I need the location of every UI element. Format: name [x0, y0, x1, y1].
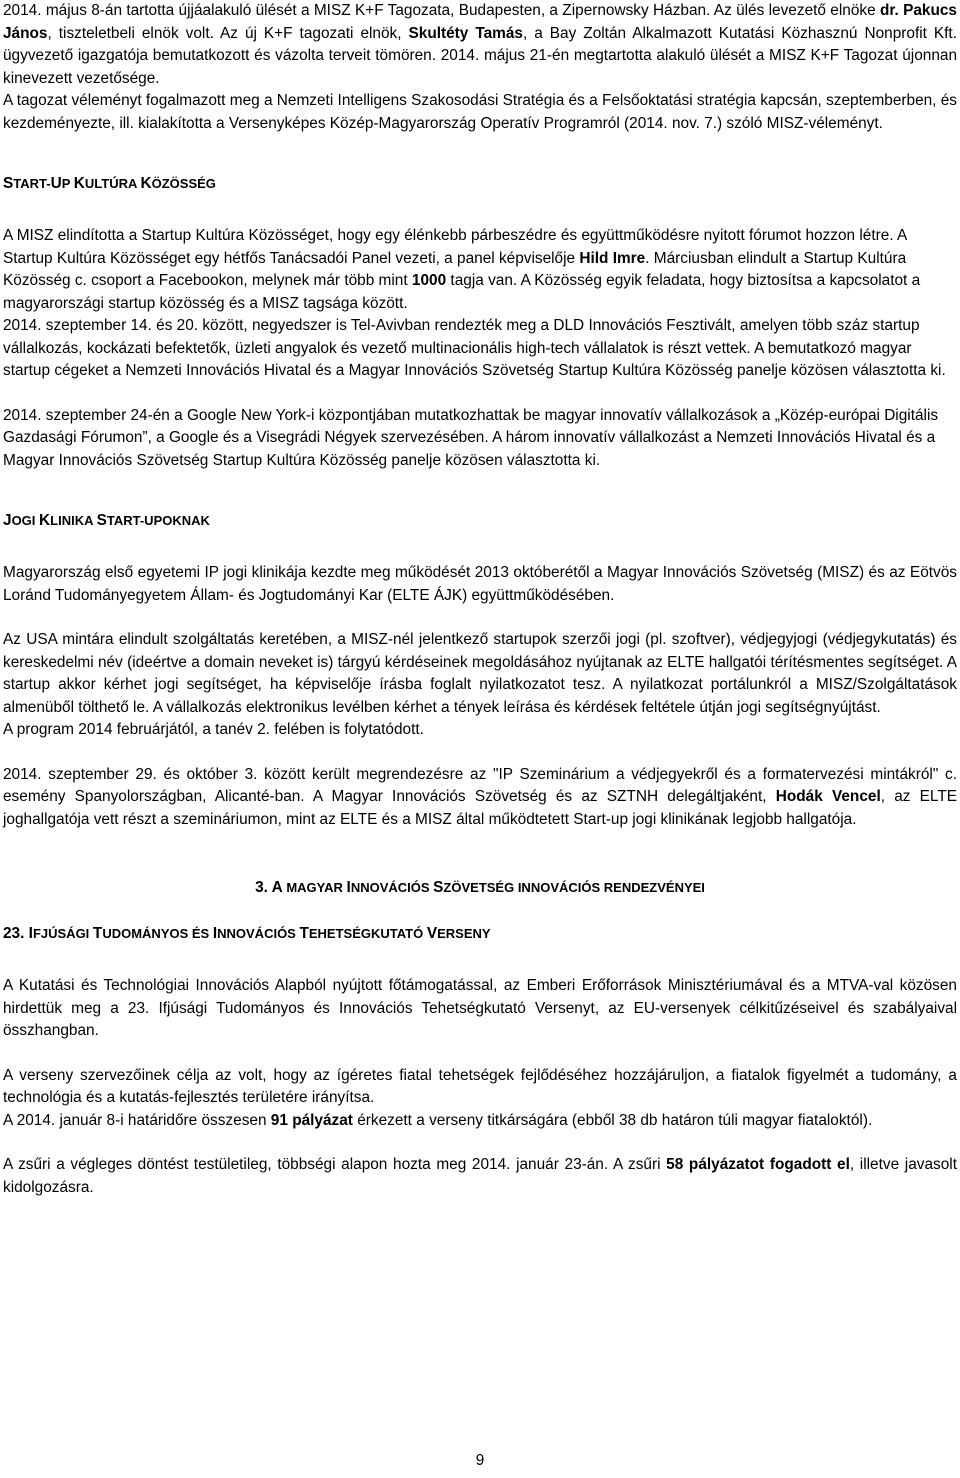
section-heading — [3, 173, 957, 195]
heading-capital: 3. A — [255, 879, 283, 896]
text-run: A verseny szervezőinek célja az volt, hogy az ígéretes fiatal tehetségek fejlődéséhez hozzájáruljon, a fiatalok figyelmét a tudomány, a technológia és a kutatás-fejlesztés területére irányítsa. — [3, 1066, 957, 1106]
text-run: A program 2014 februárjától, a tanév 2. felében is folytatódott. — [3, 721, 424, 738]
heading-capital: I — [212, 925, 218, 942]
section-heading — [3, 510, 957, 532]
paragraph — [3, 315, 957, 383]
text-run: érkezett a verseny titkárságára (ebből 38 db határon túli magyar fiataloktól). — [352, 1111, 873, 1129]
heading-capital: K — [73, 175, 85, 192]
text-run: . Márciusban elindult a Startup Kultúra Közösség c. csoport a Facebookon, melynek már több mint — [3, 249, 907, 289]
text-run: A 2014. január 8-i határidőre összesen — [3, 1111, 271, 1129]
heading-smallcaps: P — [61, 176, 74, 191]
paragraph — [3, 719, 957, 742]
text-run: , tiszteletbeli elnök volt. Az új K+F tagozati elnök, — [47, 24, 409, 42]
heading-smallcaps: ÖZÖSSÉG — [151, 176, 216, 191]
heading-smallcaps: LINIKA — [50, 513, 97, 528]
text-run: , az ELTE joghallgatója vett részt a szemináriumon, mint az ELTE és a MISZ által működtetett Start-up jogi klinikának legjobb hallgatója. — [3, 788, 957, 828]
heading-smallcaps: ERSENY — [437, 926, 491, 941]
text-run: 2014. szeptember 24-én a Google New York-i központjában mutatkozhattak be magyar innovatív vállalkozások a „Közép-európai Digitális Gazdasági Fórumon”, a Google és a Visegrádi Négyek szervezésében. A három innovatív vállalkozást a Nemzeti Innovációs Hivatal és a Magyar Innovációs Szövetség Startup Kultúra Közösség panelje közösen választotta ki. — [3, 406, 939, 469]
heading-capital: T — [299, 925, 309, 942]
text-run: , illetve javasolt kidolgozásra. — [3, 1156, 957, 1196]
section-heading — [3, 877, 957, 899]
heading-capital: J — [3, 512, 12, 529]
heading-smallcaps: EHETSÉGKUTATÓ — [308, 926, 427, 941]
text-run: Az USA mintára elindult szolgáltatás keretében, a MISZ-nél jelentkező startupok szerzői jogi (pl. szoftver), védjegyjogi (védjegykutatás) és kereskedelmi név (ideértve a domain neveket is) tárgyú kérdéseinek megoldásához nyújtanak az ELTE hallgatói térítésmentes segítséget. A startup akkor kérhet jogi segítséget, ha képviselője írásba foglalt nyilatkozatot tesz. A nyilatkozat portálunkról a MISZ/Szolgáltatások almenüből tölthető le. A vállalkozás elektronikus levélben kérhet a tények leírása és kérdések feltétele útján jogi segítségnyújtást. — [3, 631, 957, 716]
text-run: A tagozat véleményt fogalmazott meg a Nemzeti Intelligens Szakosodási Stratégia és a Felsőoktatási stratégia kapcsán, szeptemberben, és kezdeményezte, ill. kialakította a Versenyképes Közép-Magyarország Operatív Programról (2014. nov. 7.) szóló MISZ-véleményt. — [3, 92, 957, 132]
heading-smallcaps: OGI — [11, 513, 40, 528]
bold-text: 91 pályázat — [270, 1111, 353, 1129]
heading-smallcaps: TART-UPOKNAK — [106, 513, 210, 528]
text-run: tagja van. A Közösség egyik feladata, hogy biztosítsa a kapcsolatot a magyarországi startup közösség és a MISZ tagsága között. — [3, 272, 921, 312]
bold-text: 58 pályázatot fogadott el — [666, 1156, 850, 1173]
text-run: A zsűri a végleges döntést testületileg, többségi alapon hozta meg 2014. január 23-án. A zsűri — [3, 1156, 667, 1173]
bold-text: 1000 — [411, 272, 447, 289]
heading-capital: U — [50, 175, 62, 192]
heading-capital: S — [96, 512, 107, 529]
paragraph — [3, 1065, 957, 1110]
heading-capital: V — [426, 925, 438, 942]
heading-capital: S — [3, 175, 14, 192]
section-heading — [3, 923, 957, 945]
heading-smallcaps: TART- — [13, 176, 51, 191]
heading-smallcaps: UDOMÁNYOS ÉS — [102, 926, 213, 941]
bold-text: Hild Imre — [579, 249, 646, 267]
heading-smallcaps: NNOVÁCIÓS — [217, 926, 300, 941]
text-run: 2014. szeptember 29. és október 3. között került megrendezésre az "IP Szeminárium a védjegyekről és a formatervezési mintákról" c. esemény Spanyolországban, Alicanté-ban. A Magyar Innovációs Szövetség és az SZTNH delegáltjaként, — [3, 765, 957, 805]
heading-smallcaps: MAGYAR — [282, 880, 347, 895]
text-run: 2014. szeptember 14. és 20. között, negyedszer is Tel-Avivban rendezték meg a DLD Innovációs Fesztivált, amelyen több száz startup vállalkozás, kockázati befektetők, üzleti angyalok és vezető multinacionális high-tech vállalatok is részt vettek. A bemutatkozó magyar startup cégeket a Nemzeti Innovációs Hivatal és a Magyar Innovációs Szövetség Startup Kultúra Közösség panelje közösen választotta ki. — [3, 317, 946, 379]
paragraph — [3, 0, 957, 90]
paragraph — [3, 90, 957, 135]
heading-smallcaps: ULTÚRA — [84, 176, 141, 191]
bold-text: Hodák Vencel — [775, 788, 881, 805]
page-number: 9 — [475, 1452, 485, 1469]
text-run: A Kutatási és Technológiai Innovációs Alapból nyújtott főtámogatással, az Emberi Erőforrások Minisztériumával és a MTVA-val közösen hirdettük meg a 23. Ifjúsági Tudományos és Innovációs Tehetségkutató Versenyt, az EU-versenyek célkitűzéseivel és szabályaival összhangban. — [3, 977, 957, 1039]
paragraph — [3, 405, 957, 473]
paragraph — [3, 1110, 957, 1133]
paragraph — [3, 1154, 957, 1199]
text-run: 2014. május 8-án tartotta újjáalakuló ülését a MISZ K+F Tagozata, Budapesten, a Zipernowsky Házban. Az ülés levezető elnöke — [3, 2, 880, 19]
heading-smallcaps: FJÚSÁGI — [32, 926, 93, 941]
heading-capital: 23. I — [3, 925, 33, 942]
text-run: A MISZ elindította a Startup Kultúra Közösséget, hogy egy élénkebb párbeszédre és együttműködésre nyitott fórumot hozzon létre. A Startup Kultúra Közösséget egy hétfős Tanácsadói Panel vezeti, a panel képviselője — [3, 227, 907, 267]
paragraph — [3, 562, 957, 607]
paragraph — [3, 225, 957, 315]
heading-smallcaps: NNOVÁCIÓS — [350, 880, 434, 895]
heading-capital: K — [140, 175, 152, 192]
heading-capital: S — [433, 879, 444, 896]
heading-capital: T — [92, 925, 103, 942]
text-run: , a Bay Zoltán Alkalmazott Kutatási Közhasznú Nonprofit Kft. ügyvezető igazgatója bemutatkozott és vázolta terveit tömören. 2014. május 21-én megtartotta alakuló ülését a MISZ K+F Tagozat újonnan kinevezett vezetősége. — [3, 24, 957, 87]
heading-capital: I — [346, 879, 351, 896]
bold-text: Skultéty Tamás — [408, 24, 523, 42]
bold-text: dr. Pakucs János — [3, 2, 957, 42]
paragraph — [3, 629, 957, 719]
document-page — [3, 0, 957, 1199]
text-run: Magyarország első egyetemi IP jogi klinikája kezdte meg működését 2013 októberétől a Magyar Innovációs Szövetség (MISZ) és az Eötvös Loránd Tudományegyetem Állam- és Jogtudományi Kar (ELTE ÁJK) együttműködésében. — [3, 564, 957, 604]
paragraph — [3, 764, 957, 832]
paragraph — [3, 975, 957, 1043]
heading-capital: K — [39, 512, 51, 529]
heading-smallcaps: ZÖVETSÉG INNOVÁCIÓS RENDEZVÉNYEI — [443, 880, 705, 895]
